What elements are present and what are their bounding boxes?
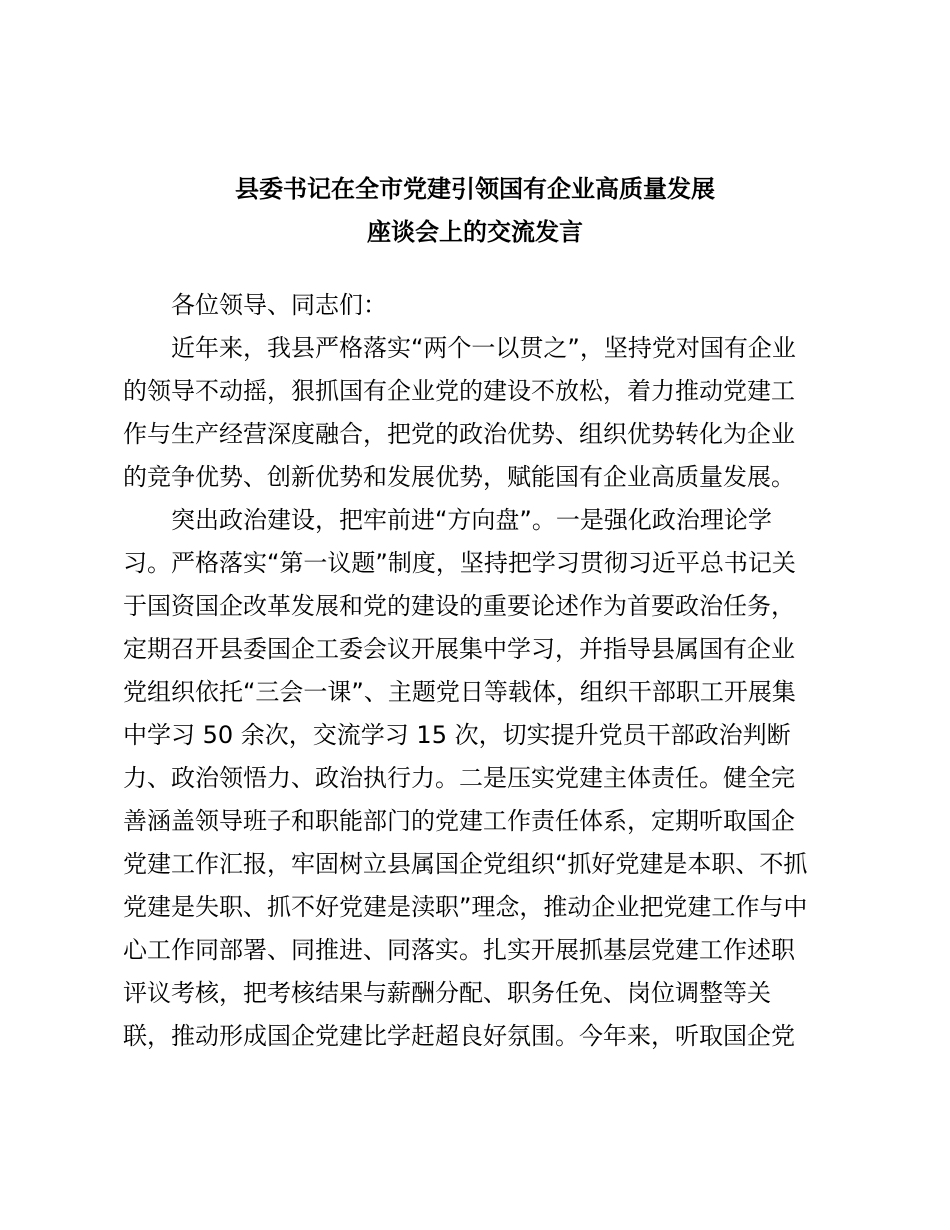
paragraph-1-line-3: 作与生产经营深度融合，把党的政治优势、组织优势转化为企业 — [123, 420, 795, 448]
paragraph-2-line-7: 力、政治领悟力、政治执行力。二是压实党建主体责任。健全完 — [123, 764, 795, 792]
paragraph-2-line-2: 习。严格落实“第一议题”制度，坚持把学习贯彻习近平总书记关 — [123, 549, 796, 577]
paragraph-1-line-4: 的竞争优势、创新优势和发展优势，赋能国有企业高质量发展。 — [123, 463, 795, 491]
paragraph-1-line-1: 近年来，我县严格落实“两个一以贯之”，坚持党对国有企业 — [171, 334, 796, 362]
document-body — [123, 284, 835, 1058]
paragraph-2-line-12: 评议考核，把考核结果与薪酬分配、职务任免、岗位调整等关 — [123, 979, 771, 1007]
paragraph-2-line-11: 心工作同部署、同推进、同落实。扎实开展抓基层党建工作述职 — [123, 936, 795, 964]
paragraph-1-line-2: 的领导不动摇，狠抓国有企业党的建设不放松，着力推动党建工 — [123, 377, 795, 405]
paragraph-2-line-10: 党建是失职、抓不好党建是渎职”理念，推动企业把党建工作与中 — [123, 893, 808, 921]
paragraph-2-line-5: 党组织依托“三会一课”、主题党日等载体，组织干部职工开展集 — [123, 678, 796, 706]
paragraph-2-line-8: 善涵盖领导班子和职能部门的党建工作责任体系，定期听取国企 — [123, 807, 795, 835]
paragraph-2-line-6: 中学习 50 余次，交流学习 15 次，切实提升党员干部政治判断 — [123, 721, 791, 749]
paragraph-2-line-4: 定期召开县委国企工委会议开展集中学习，并指导县属国有企业 — [123, 635, 795, 663]
paragraph-2-line-13: 联，推动形成国企党建比学赶超良好氛围。今年来，听取国企党 — [123, 1022, 795, 1050]
paragraph-2-line-3: 于国资国企改革发展和党的建设的重要论述作为首要政治任务， — [123, 592, 795, 620]
salutation: 各位领导、同志们： — [171, 291, 387, 319]
paragraph-2-line-1: 突出政治建设，把牢前进“方向盘”。一是强化政治理论学 — [171, 506, 772, 534]
paragraph-2-line-9: 党建工作汇报，牢固树立县属国企党组织“抓好党建是本职、不抓 — [123, 850, 808, 878]
document-title — [100, 168, 850, 254]
title-line-1: 县委书记在全市党建引领国有企业高质量发展 — [235, 175, 715, 203]
title-line-2: 座谈会上的交流发言 — [367, 218, 583, 246]
